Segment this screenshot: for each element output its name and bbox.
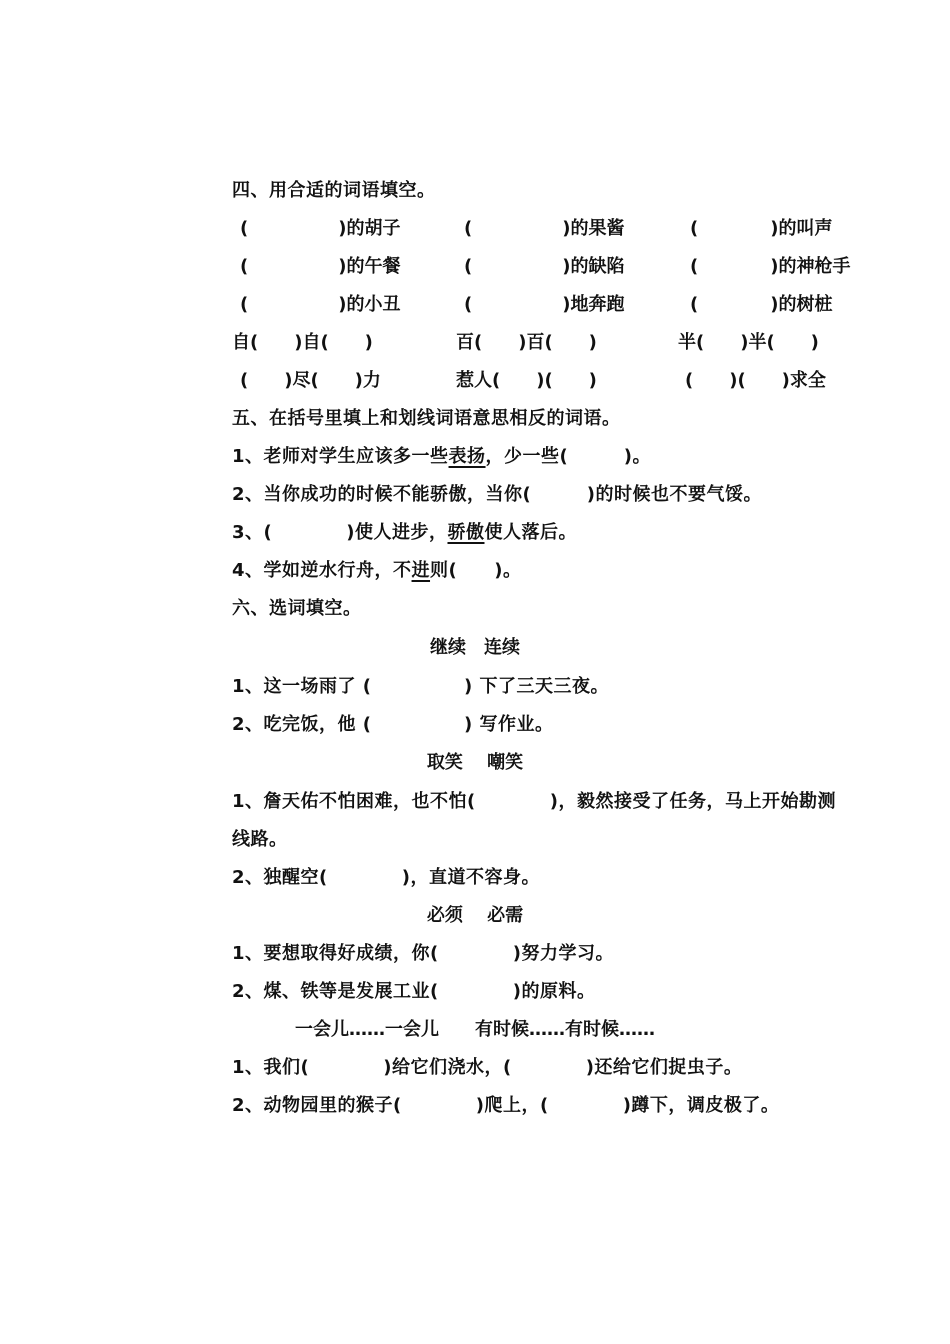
fill-blank-cell: ( )的叫声 [690, 218, 833, 239]
section5-question-2: 2、当你成功的时候不能骄傲，当你( )的时候也不要气馁。 [232, 484, 762, 505]
question-item: 1、要想取得好成绩，你( )努力学习。 [232, 943, 614, 964]
question-text: 使人落后。 [484, 522, 577, 543]
word-choice-header: 必须 必需 [426, 905, 524, 926]
fill-blank-cell: ( )的午餐 [240, 256, 401, 277]
fill-blank-cell: ( )的缺陷 [464, 256, 625, 277]
question-item: 线路。 [232, 829, 288, 850]
fill-blank-cell: ( )的树桩 [690, 294, 833, 315]
underlined-word: 表扬 [448, 446, 486, 467]
fill-blank-cell: 自( )自( ) [232, 332, 373, 353]
fill-blank-cell: ( )尽( )力 [240, 370, 381, 391]
question-item: 2、煤、铁等是发展工业( )的原料。 [232, 981, 596, 1002]
question-item: 1、我们( )给它们浇水，( )还给它们捉虫子。 [232, 1057, 743, 1078]
fill-blank-cell: ( )的神枪手 [690, 256, 851, 277]
question-text: ，少一些( )。 [485, 446, 651, 467]
fill-blank-cell: ( )的果酱 [464, 218, 625, 239]
question-item: 2、吃完饭，他 ( ) 写作业。 [232, 714, 554, 735]
word-choice-header: 取笑 嘲笑 [426, 752, 524, 773]
fill-blank-cell: ( )的胡子 [240, 218, 401, 239]
question-text: 1、老师对学生应该多一些 [232, 446, 449, 467]
underlined-word: 进 [411, 560, 431, 581]
question-item: 1、詹天佑不怕困难，也不怕( )，毅然接受了任务，马上开始勘测 [232, 791, 836, 812]
section6-title: 六、选词填空。 [232, 598, 362, 619]
question-text: 则( )。 [430, 560, 522, 581]
section4-title: 四、用合适的词语填空。 [232, 180, 436, 201]
fill-blank-cell: 惹人( )( ) [456, 370, 597, 391]
section5-question-4 [232, 560, 521, 582]
word-choice-header: 一会儿……一会儿 有时候……有时候…… [295, 1019, 655, 1040]
question-item: 2、独醒空( )，直道不容身。 [232, 867, 540, 888]
word-choice-header: 继续 连续 [430, 637, 520, 658]
fill-blank-cell: ( )( )求全 [685, 370, 826, 391]
section5-question-1 [232, 446, 651, 468]
question-text: 4、学如逆水行舟，不 [232, 560, 412, 581]
section5-question-3 [232, 522, 577, 544]
question-text: 3、( )使人进步， [232, 522, 448, 543]
fill-blank-cell: ( )的小丑 [240, 294, 401, 315]
fill-blank-cell: 半( )半( ) [678, 332, 819, 353]
fill-blank-cell: ( )地奔跑 [464, 294, 625, 315]
underlined-word: 骄傲 [447, 522, 485, 543]
section5-title: 五、在括号里填上和划线词语意思相反的词语。 [232, 408, 621, 429]
question-item: 2、动物园里的猴子( )爬上，( )蹲下，调皮极了。 [232, 1095, 780, 1116]
question-item: 1、这一场雨了 ( ) 下了三天三夜。 [232, 676, 610, 697]
fill-blank-cell: 百( )百( ) [456, 332, 597, 353]
